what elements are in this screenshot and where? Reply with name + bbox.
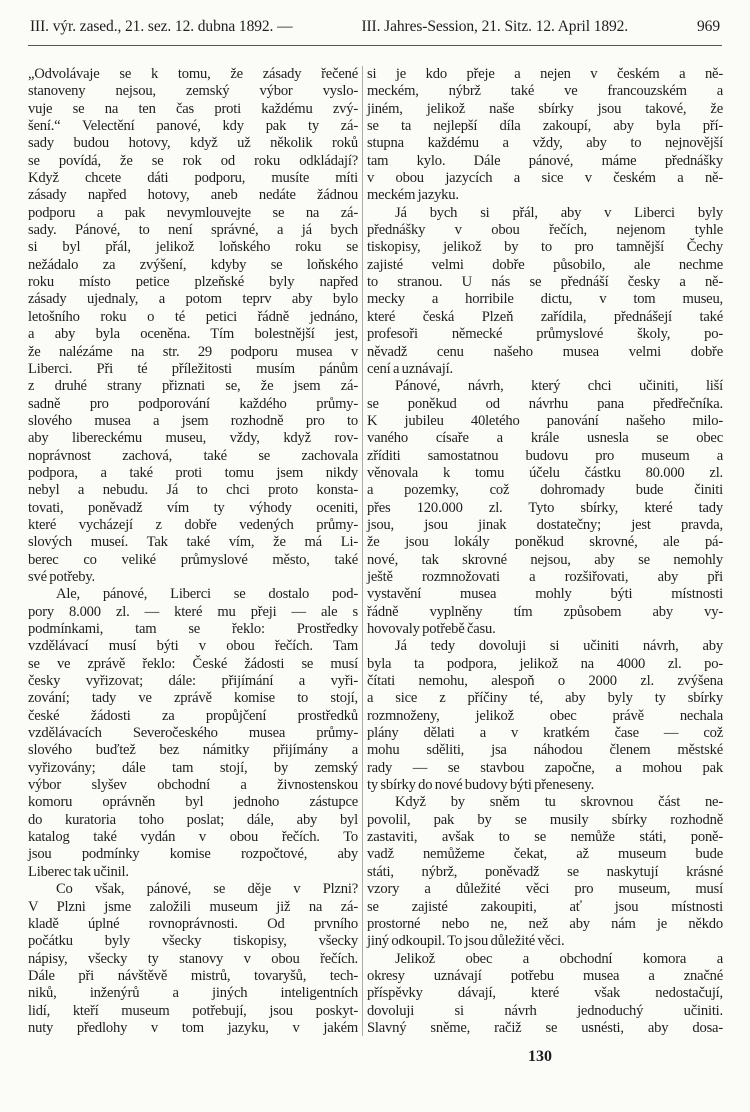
text-line: povolil, pak by se musily sbírky rozhodně <box>367 811 723 828</box>
text-line: se ve zprávě řeklo: České žádosti se musí <box>28 655 358 672</box>
text-line: Já tedy dovoluji si učiniti návrh, aby <box>395 638 723 655</box>
text-line: vzdělávací musí býti v obou řečích. Tam <box>28 638 358 655</box>
header-german: III. Jahres-Session, 21. Sitz. 12. April 1892. <box>361 18 629 35</box>
text-line: kladě úplné rovnoprávnosti. Od prvního <box>28 915 358 932</box>
text-line: Dále při návštěvě mistrů, tovaryšů, tech- <box>28 967 358 984</box>
text-line: jiný odkoupil. To jsou důležité věci. <box>367 933 565 950</box>
text-line: sady budou hotovy, když už několik roků <box>28 135 358 152</box>
text-line: K jubileu 40letého panování našeho milo- <box>367 412 723 429</box>
text-line: noprávnost zachová, také se zachovala <box>28 447 358 464</box>
text-line: z druhé strany přiznati se, že jsem zá- <box>28 378 358 395</box>
text-line: dovoluji si návrh jednoduchý učiniti. <box>367 1002 723 1019</box>
text-line: V Plzni jsme založili museum již na zá- <box>28 898 358 915</box>
column-divider <box>362 66 363 1036</box>
paragraph <box>367 638 723 794</box>
text-line: které česká Plzeň zařídila, přednášejí také <box>367 308 723 325</box>
text-line: se ta nejlepší díla zakoupí, aby byla pří- <box>367 118 723 135</box>
text-line: Co však, pánové, se děje v Plzni? <box>56 881 358 898</box>
text-line: sadně pro podporování každého průmy- <box>28 395 358 412</box>
text-line: jsou, jsou jinak dostatečny; jest pravda, <box>367 516 723 533</box>
text-line: které vycházejí z dobře vedených průmy- <box>28 516 358 533</box>
text-line: se poněkud od návrhu pana předřečníka. <box>367 395 723 412</box>
text-line: Ale, pánové, Liberci se dostalo pod- <box>56 586 358 603</box>
signature-mark: 130 <box>528 1048 552 1065</box>
paragraph <box>28 881 358 1037</box>
text-line: Slavný sněme, račiž se usnésti, aby dosa- <box>367 1019 723 1036</box>
running-header <box>30 18 720 36</box>
text-line: vuje se na ten čas proti každému zvý- <box>28 100 358 117</box>
text-line: ještě rozmnožovati a rozšiřovati, aby při <box>367 568 723 585</box>
text-line: zásady ujednaly, a potom teprv aby bylo <box>28 291 358 308</box>
text-line: hovovaly potřebě času. <box>367 621 496 637</box>
text-line: cení a uznávají. <box>367 360 453 377</box>
text-line: Když by sněm tu skrovnou část ne- <box>395 794 723 811</box>
header-czech: III. výr. zased., 21. sez. 12. dubna 1892. — <box>30 18 293 35</box>
text-line: Liberci. Při té příležitosti musím pánům <box>28 360 358 377</box>
paragraph <box>367 378 723 638</box>
text-line: řádně vyplněny tím způsobem aby vy- <box>367 603 723 620</box>
text-line: a sice z příčiny té, aby byly ty sbírky <box>367 690 723 707</box>
header-page-number: 969 <box>697 18 720 35</box>
text-line: niků, inženýrů a jiných inteligentních <box>28 985 358 1002</box>
text-line: se zajisté zakoupiti, ať jsou místnosti <box>367 898 723 915</box>
text-line: vystavění musea mohly býti místnosti <box>367 586 723 603</box>
text-column-right <box>367 66 723 1037</box>
paragraph <box>367 794 723 950</box>
text-line: nápisy, všecky ty stanovy v obou řečích. <box>28 950 358 967</box>
text-line: vzdělávacích Severočeského musea průmy- <box>28 725 358 742</box>
text-line: tiskopisy, jelikož by to pro tamnější Čechy <box>367 239 723 256</box>
paragraph <box>28 66 358 586</box>
header-rule <box>28 45 722 46</box>
text-line: Liberec tak učinil. <box>28 863 129 880</box>
text-line: meckém jazyku. <box>367 187 459 204</box>
text-line: šení.“ Velectění panové, kdy pak ty zá- <box>28 118 358 135</box>
text-line: roku místo petice plzeňské byly napřed <box>28 274 358 291</box>
text-line: rozmnoženy, jelikož obec právě nechala <box>367 707 723 724</box>
text-line: si je kdo přeje a nejen v českém a ně- <box>367 66 723 82</box>
text-line: zování; tady ve zprávě komise to stojí, <box>28 690 358 707</box>
text-line: zastaviti, avšak to se nemůže státi, poně- <box>367 829 723 846</box>
text-line: nežádalo za zvýšení, kdyby se loňského <box>28 256 358 273</box>
text-line: Když chcete dáti podporu, musíte míti <box>28 170 358 187</box>
text-line: vyřizovány; dále tam stojí, by zemský <box>28 759 358 776</box>
text-line: své potřeby. <box>28 568 95 585</box>
text-line: zásady napřed hotovy, aneb nedáte žádnou <box>28 187 358 204</box>
text-line: mohu sděliti, jsa náhodou členem městské <box>367 742 723 759</box>
paragraph <box>28 586 358 881</box>
text-column-left <box>28 66 358 1037</box>
text-line: lidí, kteří museum potřebují, jsou poskyt- <box>28 1002 358 1019</box>
text-line: podporu a pak nevymlouvejte se na zá- <box>28 204 358 221</box>
text-line: podmínkami, tam se řeklo: Prostředky <box>28 621 358 637</box>
text-line: berec co veliké průmyslové město, také <box>28 551 358 568</box>
text-line: výbor slyšev obchodní a živnostenskou <box>28 777 358 794</box>
text-line: zříditi samostatnou budovu pro museum a <box>367 447 723 464</box>
text-line: slových museí. Tak také vím, že má Li- <box>28 534 358 551</box>
text-line: meckém, nýbrž také ve francouzském a <box>367 83 723 100</box>
paragraph <box>367 66 723 205</box>
paragraph <box>367 205 723 378</box>
text-line: plány dělati a v kratkém čase — což <box>367 725 723 742</box>
text-line: jiném, jelikož naše sbírky jsou takové, že <box>367 100 723 117</box>
text-line: v obou jazycích a sice v českém a ně- <box>367 170 723 187</box>
text-line: slového buďtež bez námitky přijímány a <box>28 742 358 759</box>
text-line: slového musea a jsem rozhodně pro to <box>28 412 358 429</box>
text-line: něvadž cenu našeho musea velmi dobře <box>367 343 723 360</box>
text-line: věnovala k tomu účelu částku 80.000 zl. <box>367 464 723 481</box>
text-line: Jelikož obec a obchodní komora a <box>395 950 723 967</box>
text-line: příspěvky dávají, které však nedostačují, <box>367 985 723 1002</box>
text-line: Pánové, návrh, který chci učiniti, liší <box>395 378 723 395</box>
text-line: jsou podmínky komise rozpočtové, aby <box>28 846 358 863</box>
text-line: rady — se stavbou započne, a mohou pak <box>367 759 723 776</box>
text-line: to stranou. U nás se přednáší česky a ně- <box>367 274 723 291</box>
text-line: nové, tak skrovné nejsou, aby se nemohly <box>367 551 723 568</box>
text-line: Já bych si přál, aby v Liberci byly <box>395 204 723 221</box>
text-line: sady. Pánové, to není správné, a já bych <box>28 222 358 239</box>
text-line: se povídá, že se rok od roku odkládají? <box>28 152 358 169</box>
text-line: čítati nemohu, alespoň o 2000 zl. zvýšena <box>367 673 723 690</box>
text-line: byla ta podpora, jelikož na 4000 zl. po- <box>367 655 723 672</box>
text-line: mecky a horribile dictu, v tom museu, <box>367 291 723 308</box>
text-line: vaného císaře a krále usnesla se obec <box>367 430 723 447</box>
text-line: „Odvolávaje se k tomu, že zásady řečené <box>28 66 358 82</box>
text-line: zajisté velmi dobře působilo, ale nechme <box>367 256 723 273</box>
text-line: nuty předlohy v tom jazyku, v jakém <box>28 1019 358 1036</box>
text-line: nebyl a nebudu. Já to chci proto konsta- <box>28 482 358 499</box>
text-line: vadž nemůžeme čekat, až museum bude <box>367 846 723 863</box>
text-line: tovati, poněvadž vím ty výhody oceniti, <box>28 499 358 516</box>
text-line: stanoveny nejsou, zemský výbor vyslo- <box>28 83 358 100</box>
text-line: letošního roku o té petici řádně jednáno, <box>28 308 358 325</box>
text-line: do kuratoria toho poslat; dále, aby byl <box>28 811 358 828</box>
text-line: vzory a důležité věci pro museum, musí <box>367 881 723 898</box>
text-line: přes 120.000 zl. Tyto sbírky, které tady <box>367 499 723 516</box>
text-line: že nalézáme na str. 29 podporu musea v <box>28 343 358 360</box>
text-line: prostorné nebo ne, než aby nám je někdo <box>367 915 723 932</box>
text-line: aby libereckému museu, vždy, když rov- <box>28 430 358 447</box>
text-line: ty sbírky do nové budovy býti přeneseny. <box>367 777 595 794</box>
text-line: státi, nýbrž, poněvadž se naskytují krásné <box>367 863 723 880</box>
text-line: pory 8.000 zl. — které mu přeji — ale s <box>28 603 358 620</box>
text-line: a aby byla oceněna. Tím bolestnější jest, <box>28 326 358 343</box>
paragraph <box>367 951 723 1038</box>
text-line: a pozemky, což dohromady bude činiti <box>367 482 723 499</box>
text-line: česky vyřizovat; dále: přijímání a vyři- <box>28 673 358 690</box>
text-line: profesoři německé průmyslové školy, po- <box>367 326 723 343</box>
text-line: počátku byly všecky tiskopisy, všecky <box>28 933 358 950</box>
text-line: okresy uznávají potřebu musea a značné <box>367 967 723 984</box>
text-line: katalog také vydán v obou řečích. To <box>28 829 358 846</box>
text-line: podpora, a také proti tomu jsem nikdy <box>28 464 358 481</box>
text-line: stupna každému a vždy, aby to nejnovější <box>367 135 723 152</box>
text-line: komoru oprávněn byl jednoho zástupce <box>28 794 358 811</box>
text-line: přednášky v obou řečích, nejenom tyhle <box>367 222 723 239</box>
text-line: si byl přál, jelikož loňského roku se <box>28 239 358 256</box>
text-line: české žádosti za propůjčení prostředků <box>28 707 358 724</box>
text-line: že jsou lokály poněkud skrovné, ale pá- <box>367 534 723 551</box>
text-line: tam kylo. Dále pánové, máme přednášky <box>367 152 723 169</box>
